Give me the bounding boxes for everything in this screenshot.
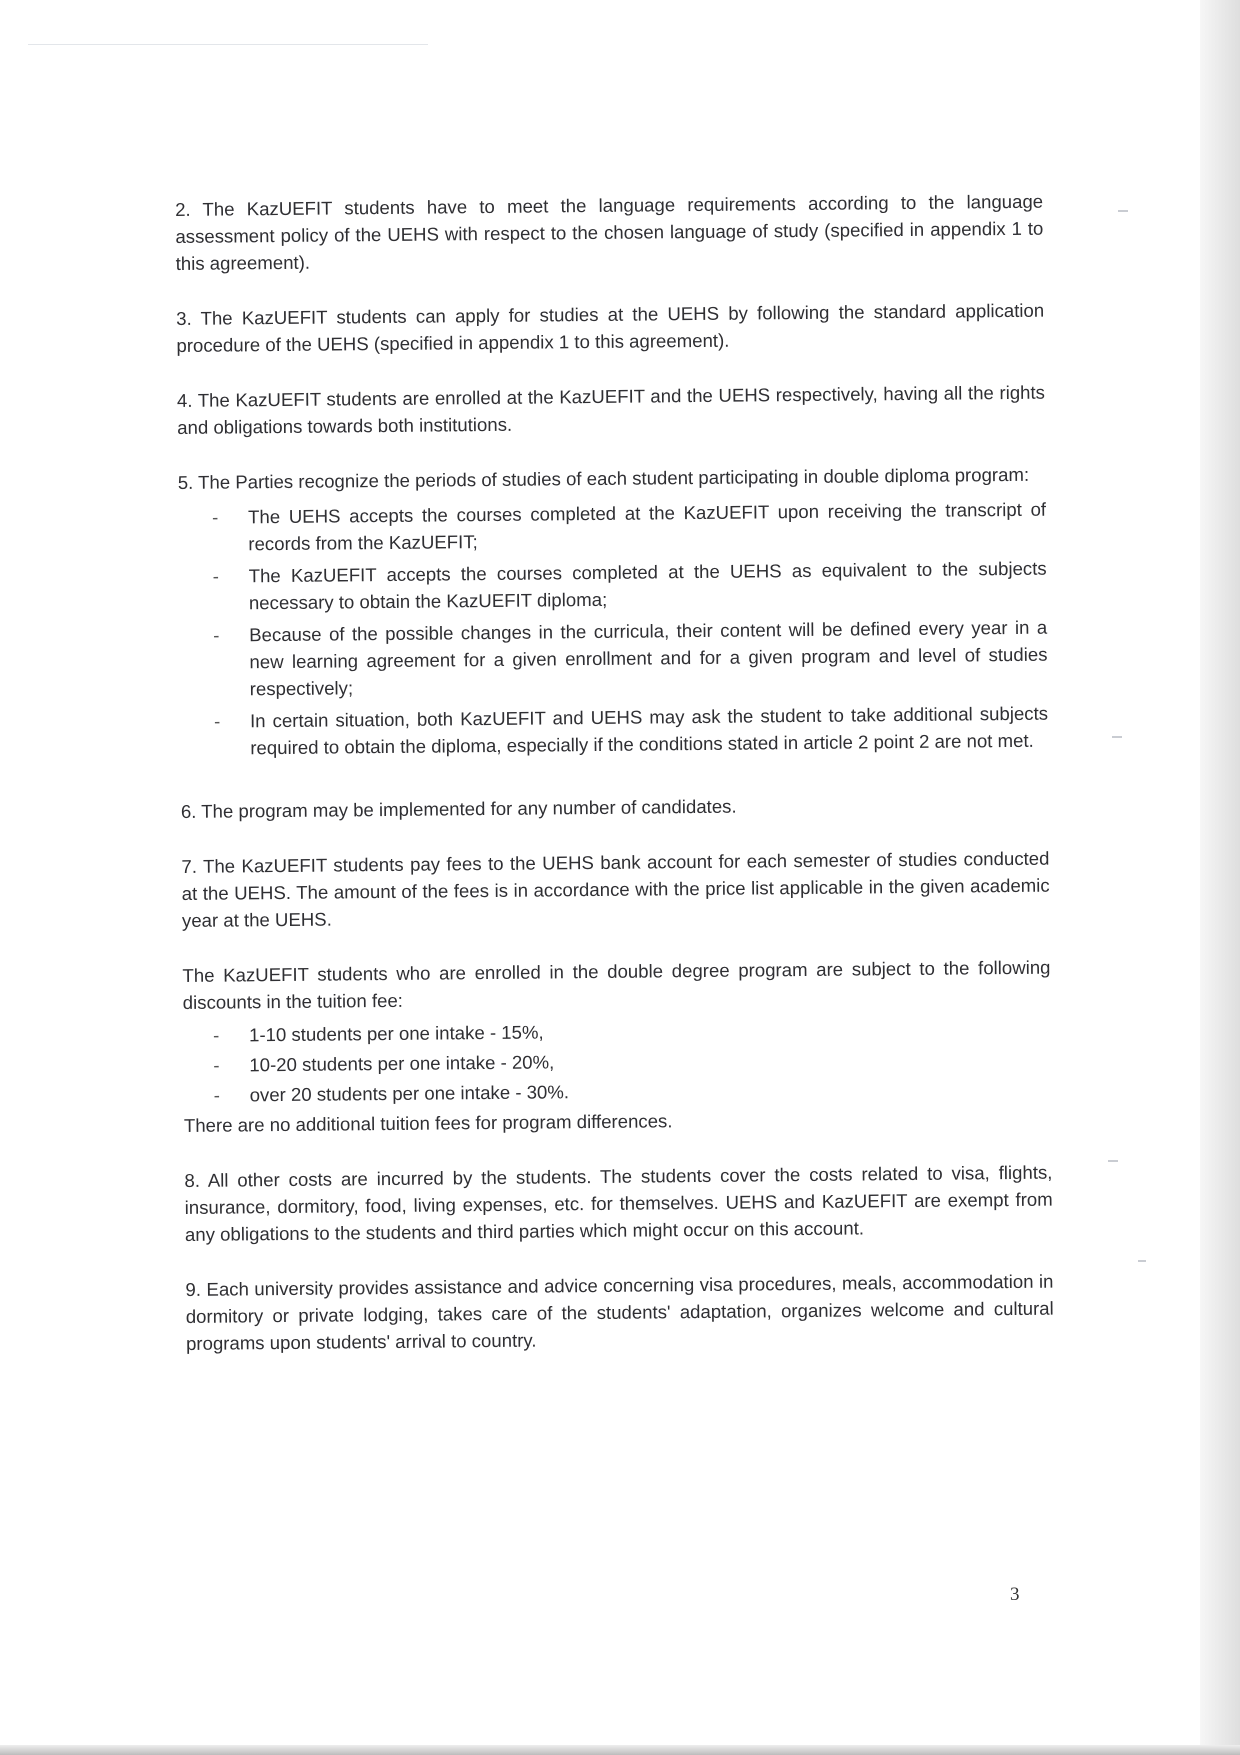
scan-speck: [1118, 210, 1128, 212]
list-item: - 1-10 students per one intake - 15%,: [249, 1014, 1051, 1049]
list-item: - over 20 students per one intake - 30%.: [250, 1074, 1052, 1109]
discounts-paragraph: [182, 954, 1052, 1139]
list-item: - In certain situation, both KazUEFIT and UEHS may ask the student to take additional subjects required to obtain the diploma, especially if the conditions stated in article 2 point 2 are not met.: [250, 700, 1048, 762]
scan-speck: [1138, 1260, 1146, 1262]
paragraph-6: 6. The program may be implemented for any number of candidates.: [180, 795, 737, 822]
paragraph-5-intro: 5. The Parties recognize the periods of studies of each student participating in double diploma program:: [177, 463, 1030, 493]
paragraph-2: 2. The KazUEFIT students have to meet the language requirements according to the language assessment policy of the UEHS with respect to the chosen language of study (specified in appendix 1 to this agreement).: [175, 190, 1044, 274]
list-item: - 10-20 students per one intake - 20%,: [249, 1044, 1051, 1079]
page-number: 3: [1010, 1584, 1020, 1605]
list-item: - The UEHS accepts the courses completed at the KazUEFIT upon receiving the transcript of records from the KazUEFIT;: [248, 496, 1046, 558]
paragraph-9: 9. Each university provides assistance and advice concerning visa procedures, meals, accommodation in dormitory or private lodging, takes care of the students' adaptation, organizes welcome and cultural programs upon students' arrival to country.: [185, 1270, 1054, 1354]
scan-artifact-line: [28, 44, 428, 45]
recognition-list: [178, 496, 1048, 762]
paragraph-5: [178, 461, 1049, 762]
scan-edge-bottom: [0, 1745, 1240, 1755]
discounts-list: [183, 1014, 1052, 1109]
list-item: - The KazUEFIT accepts the courses completed at the UEHS as equivalent to the subjects necessary to obtain the KazUEFIT diploma;: [249, 555, 1047, 617]
scan-edge-right: [1200, 0, 1240, 1755]
paragraph-4: 4. The KazUEFIT students are enrolled at the KazUEFIT and the UEHS respectively, having all the rights and obligations towards both institutions.: [176, 381, 1046, 438]
scan-speck: [1108, 1160, 1118, 1162]
no-additional-fees-note: There are no additional tuition fees for program differences.: [183, 1110, 673, 1136]
list-item: - Because of the possible changes in the curricula, their content will be defined every year in a new learning agreement for a given enrollment and for a given program and level of studies respectively;: [249, 614, 1048, 703]
paragraph-7: 7. The KazUEFIT students pay fees to the UEHS bank account for each semester of studies conducted at the UEHS. The amount of the fees is in accordance with the price list applicable in the given academic year at the UEHS.: [181, 847, 1050, 931]
document-body: [175, 188, 1054, 1385]
paragraph-3: 3. The KazUEFIT students can apply for studies at the UEHS by following the standard application procedure of the UEHS (specified in appendix 1 to this agreement).: [176, 299, 1045, 356]
discounts-intro: The KazUEFIT students who are enrolled in the double degree program are subject to the following discounts in the tuition fee:: [182, 956, 1051, 1013]
paragraph-8: 8. All other costs are incurred by the students. The students cover the costs related to visa, flights, insurance, dormitory, food, living expenses, etc. for themselves. UEHS and KazUEFIT are exempt from any obligations to the students and third parties which might occur on this account.: [184, 1161, 1053, 1245]
scan-speck: [1112, 736, 1122, 738]
